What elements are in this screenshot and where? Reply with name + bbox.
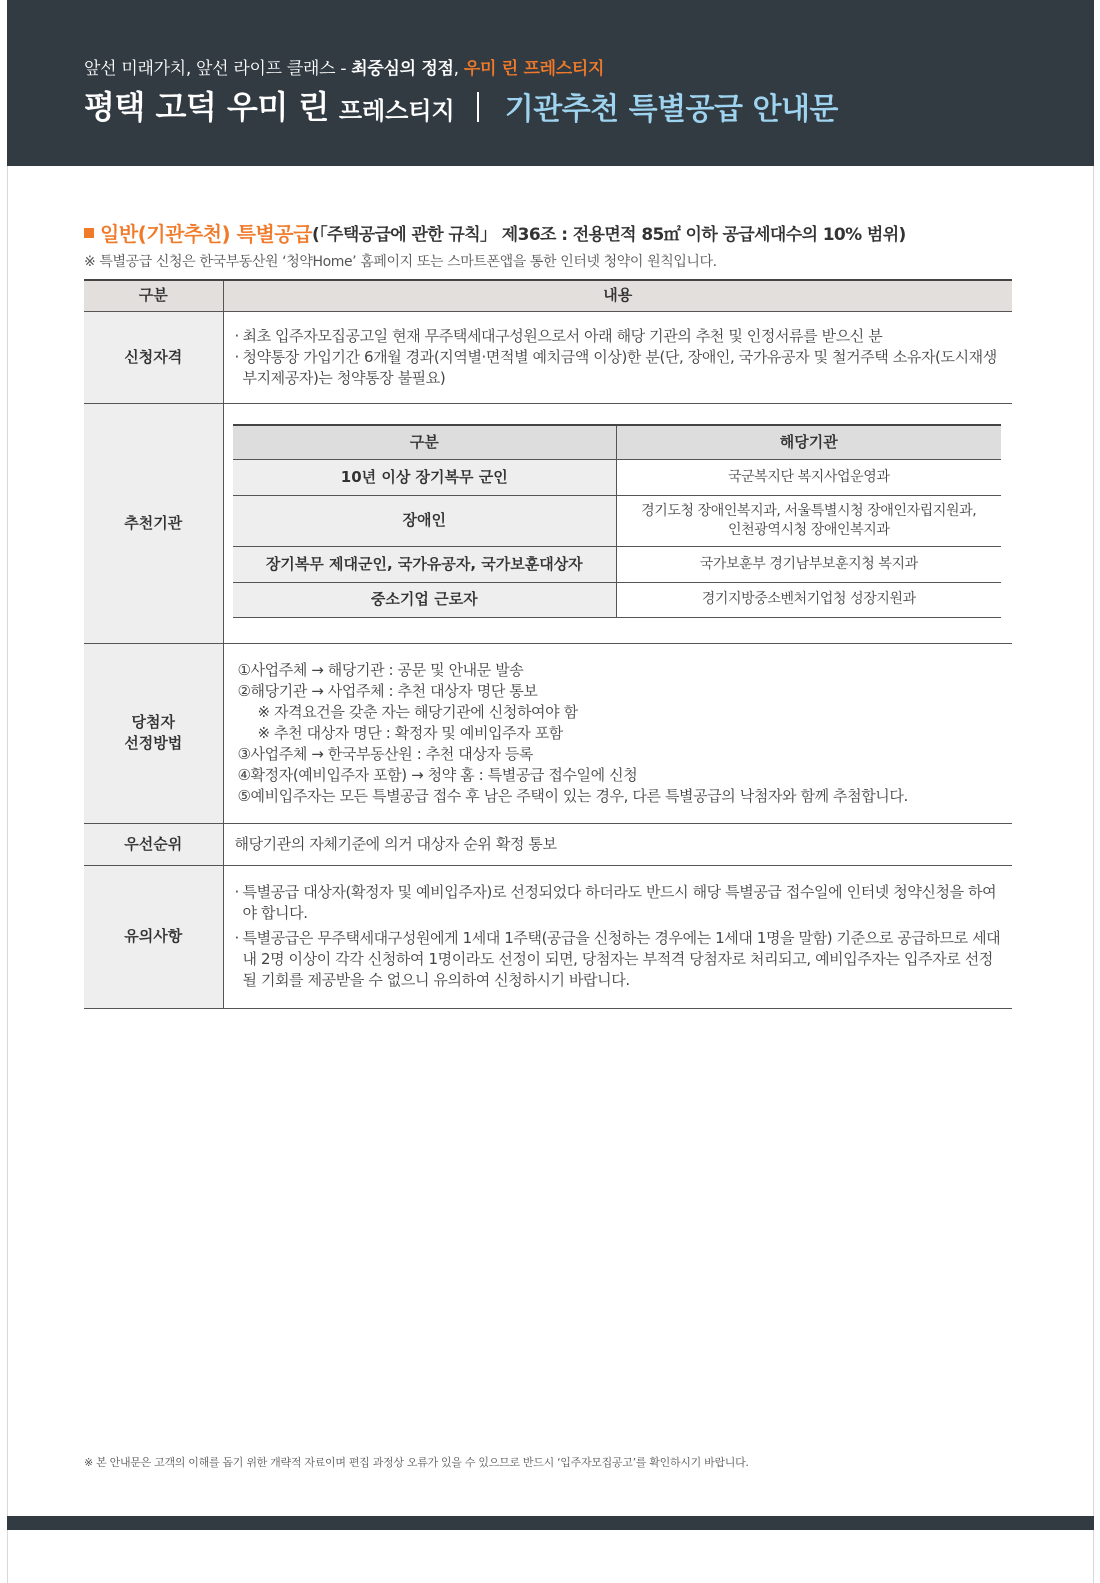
table-row [233, 495, 1001, 546]
agency-category: 장애인 [233, 495, 617, 546]
tagline-brand: 우미 린 프레스티지 [463, 59, 605, 79]
header-content: 내용 [223, 280, 1012, 311]
list-item: ⑤예비입주자는 모든 특별공급 접수 후 남은 주택이 있는 경우, 다른 특별공급의 낙첨자와 함께 추첨합니다. [237, 786, 908, 805]
label-cautions: 유의사항 [84, 865, 223, 1008]
tagline-plain: 앞선 미래가치, 앞선 라이프 클래스 - [84, 59, 352, 79]
agency-name: 경기도청 장애인복지과, 서울특별시청 장애인자립지원과, 인천광역시청 장애인복지과 [617, 495, 1001, 546]
row-selection [84, 643, 1012, 823]
agency-header-row [233, 425, 1001, 459]
table-header-row [84, 280, 1012, 311]
content-cautions [223, 865, 1012, 1008]
section-title: 일반(기관추천) 특별공급 [100, 222, 312, 246]
notice-title: 기관추천 특별공급 안내문 [504, 92, 838, 127]
agency-category: 10년 이상 장기복무 군인 [233, 459, 617, 495]
tagline-comma: , [453, 59, 464, 79]
content-agencies [223, 403, 1012, 643]
tagline-bold: 최중심의 정점 [351, 59, 454, 79]
header-tagline [84, 54, 604, 79]
agency-header-agency: 해당기관 [617, 425, 1001, 459]
square-bullet-icon [84, 228, 94, 238]
row-priority [84, 823, 1012, 865]
bottom-bar [7, 1516, 1094, 1530]
section-heading [84, 218, 906, 247]
content-selection [223, 643, 1012, 823]
content-eligibility [223, 311, 1012, 403]
footer-note: ※ 본 안내문은 고객의 이해를 돕기 위한 개략적 자료이며 편집 과정상 오류가 있을 수 있으므로 반드시 ‘입주자모집공고’를 확인하시기 바랍니다. [84, 1456, 749, 1469]
table-row [233, 546, 1001, 582]
section-rule: (「주택공급에 관한 규칙」 제36조 : 전용면적 85㎡ 이하 공급세대수의 10% 범위) [311, 225, 906, 245]
agency-category: 중소기업 근로자 [233, 582, 617, 617]
list-item: · 특별공급 대상자(확정자 및 예비입주자)로 선정되었다 하더라도 반드시 해당 특별공급 접수일에 인터넷 청약신청을 하여야 합니다. [234, 883, 997, 922]
label-selection: 당첨자 선정방법 [84, 643, 223, 823]
table-row [233, 582, 1001, 617]
row-agencies [84, 403, 1012, 643]
row-eligibility [84, 311, 1012, 403]
label-priority: 우선순위 [84, 823, 223, 865]
header-category: 구분 [84, 280, 223, 311]
list-item: · 청약통장 가입기간 6개월 경과(지역별·면적별 예치금액 이상)한 분(단, 장애인, 국가유공자 및 철거주택 소유자(도시재생 부지제공자)는 청약통장 불필요) [234, 347, 997, 387]
table-row [233, 459, 1001, 495]
list-item: ④확정자(예비입주자 포함) → 청약 홈 : 특별공급 접수일에 신청 [237, 765, 638, 784]
title-divider [477, 92, 479, 122]
list-item: · 최초 입주자모집공고일 현재 무주택세대구성원으로서 아래 해당 기관의 추천 및 인정서류를 받으신 분 [234, 326, 883, 345]
header-title-row [84, 84, 838, 128]
agency-name: 국군복지단 복지사업운영과 [617, 459, 1001, 495]
page-title: 평택 고덕 우미 린 [84, 88, 329, 126]
agency-header-category: 구분 [233, 425, 617, 459]
special-supply-table [84, 279, 1012, 1009]
list-item: ③사업주체 → 한국부동산원 : 추천 대상자 등록 [237, 744, 534, 763]
list-item: ②해당기관 → 사업주체 : 추천 대상자 명단 통보 [237, 681, 538, 700]
agency-name: 경기지방중소벤처기업청 성장지원과 [617, 582, 1001, 617]
row-cautions [84, 865, 1012, 1008]
agency-table [233, 424, 1001, 618]
list-item: ①사업주체 → 해당기관 : 공문 및 안내문 발송 [237, 660, 524, 679]
list-item: ※ 자격요건을 갖춘 자는 해당기관에 신청하여야 함 [257, 702, 578, 721]
label-agencies: 추천기관 [84, 403, 223, 643]
list-item: · 특별공급은 무주택세대구성원에게 1세대 1주택(공급을 신청하는 경우에는 1세대 1명을 말함) 기준으로 공급하므로 세대 내 2명 이상이 각각 신청하여 1명이라도 선정이 되면, 당첨자는 부적격 당첨자로 처리되고, 예비입주자는 입주자로 선정될 기회를 제공받을 수 없으니 유의하여 신청하시기 바랍니다. [234, 929, 1001, 989]
agency-category: 장기복무 제대군인, 국가유공자, 국가보훈대상자 [233, 546, 617, 582]
section-note: ※ 특별공급 신청은 한국부동산원 ‘청약Home’ 홈페이지 또는 스마트폰앱을 통한 인터넷 청약이 원칙입니다. [84, 254, 717, 270]
content-priority: 해당기관의 자체기준에 의거 대상자 순위 확정 통보 [223, 823, 1012, 865]
list-item: ※ 추천 대상자 명단 : 확정자 및 예비입주자 포함 [257, 723, 563, 742]
label-eligibility: 신청자격 [84, 311, 223, 403]
page-title-sub: 프레스티지 [338, 97, 455, 125]
agency-name: 국가보훈부 경기남부보훈지청 복지과 [617, 546, 1001, 582]
